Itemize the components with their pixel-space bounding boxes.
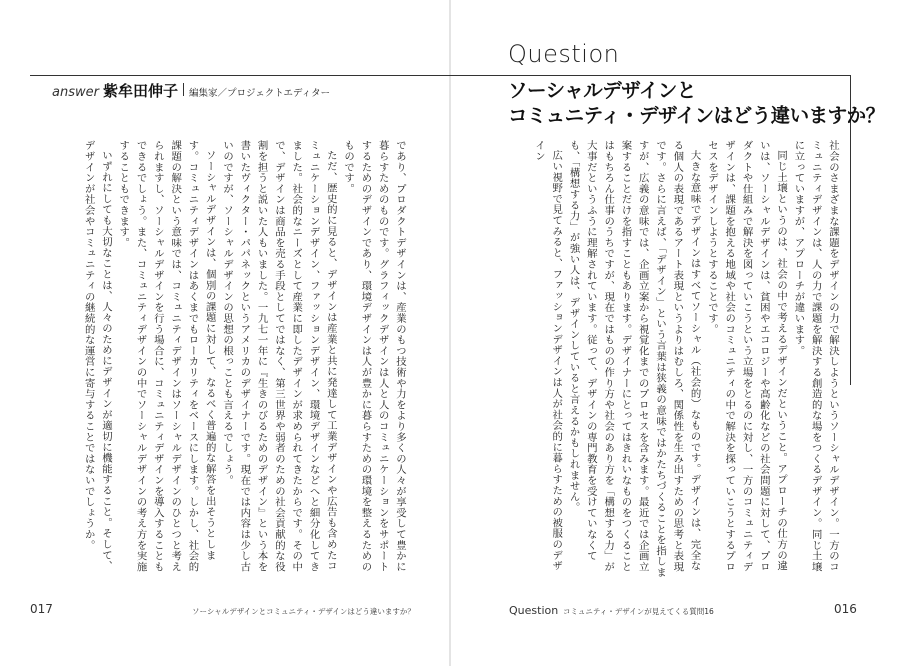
body-paragraph: いずれにしても大切なことは、人々のためにデザインが適切に機能すること。そして、デザインが社会やコミュニティの継続的な運営に寄与することではないでしょうか。: [82, 140, 112, 572]
author-name: 紫牟田伸子: [102, 82, 178, 100]
answer-byline: [52, 80, 330, 101]
byline-divider: [183, 83, 184, 96]
body-paragraph: 大きな意味でデザインはすべてソーシャル（社会的）なものです。デザインは、完全なる個人の表現であるアート表現というよりはむしろ、関係性を生み出すための思考と表現です。さらに言えば、「デザイン」という言葉は狭義の意味ではかたちづくることを指しますが、広義の意味では、企画立案から視覚化までのプロセスを含みます。最近では企画立案することだけを指すこともあります。デザイナーにとってはきれいなものをつくることはもちろん仕事のうちですが、現在ではものの作り方や社会のあり方を「構想する力」が大事だというふうに理解されています。従って、デザインの専門教育を受けていなくても、「構想する力」が強い人は、デザインしていると言えるかもしれません。: [567, 140, 701, 578]
page-gutter: [449, 0, 451, 666]
question-heading: Question: [508, 40, 620, 68]
right-page-body: [511, 140, 841, 582]
title-line-2: コミュニティ・デザインはどう違いますか？: [508, 104, 885, 127]
body-paragraph: ソーシャルデザインは、個別の課題に対して、なるべく普遍的な解答を出そうとします。コミュニティデザインはあくまでもローカリティをベースにします。しかし、社会的課題の解決という意味では、コミュニティデザインはソーシャルデザインのひとつと考えられますし、ソーシャルデザインを行う場合に、コミュニティデザインを導入することもできるでしょう。また、コミュニティデザインの中でソーシャルデザインの考え方を実施することもできます。: [117, 140, 216, 572]
body-paragraph: 同じ土壌というのは、社会の中で考えるデザインだということ。アプローチの仕方の違いは、ソーシャルデザインは、貧困やエコロジーや高齢化などの社会問題に対して、プロダクトや仕組みで解決を図っていこうという立場をとるのに対し、一方のコミュニティデザインは、課題を抱える地域や社会のコミュニティの中で解決を探っていこうとするプロセスをデザインしようとすることです。: [705, 140, 788, 572]
left-running-title: ソーシャルデザインとコミュニティ・デザインはどう違いますか？: [192, 607, 415, 616]
title-line-1: ソーシャルデザインと: [508, 79, 696, 102]
right-page-number: 016: [834, 602, 857, 616]
left-page-number: 017: [30, 602, 53, 616]
header-rule: [30, 75, 850, 76]
body-paragraph: 広い視野で見てみると、ファッションデザインは人が社会的に暮らすための被服のデザイン: [532, 140, 563, 572]
body-paragraph: であり、プロダクトデザインは、産業のもつ技術や力をより多くの人々が享受して豊かに暮らすためのものです。グラフィックデザインは人と人のコミュニケーションをサポートするためのデザインであり、環境デザインは人が豊かに暮らすための環境を整えるためのものです。: [342, 140, 406, 572]
answer-label: answer: [52, 85, 99, 100]
body-paragraph: ただ、歴史的に見ると、デザインは産業と共に発達して工業デザインや広告も含めたコミュニケーションデザイン、ファッションデザイン、環境デザインなどへと細分化してきました。社会的なニーズとして産業に即したデザインが求められてきたからです。その中で、デザインは商品を売る手段としてではなく、第三世界や弱者のための社会貢献的な役割を担うと説いた人もいました。一九七一年に『生きのびるためのデザイン』という本を書いたヴィクター・パパネックというアメリカのデザイナーです。現在では内容は少し古いのですが、ソーシャルデザインの思想の根っことも言えるでしょう。: [221, 140, 337, 572]
author-role: 編集家／プロジェクトエディター: [188, 88, 331, 99]
right-question-word: Question: [509, 604, 559, 617]
body-paragraph: 社会のさまざまな課題をデザインの力で解決しようというソーシャルデザイン。一方のコミュニティデザインは、人の力で課題を解決する創造的な場をつくるデザイン。同じ土壌に立っていますが、アプローチが違います。: [792, 140, 839, 572]
left-page-body: [69, 140, 408, 582]
question-title: [508, 78, 885, 128]
right-running-title: コミュニティ・デザインが見えてくる質問16: [563, 607, 714, 616]
